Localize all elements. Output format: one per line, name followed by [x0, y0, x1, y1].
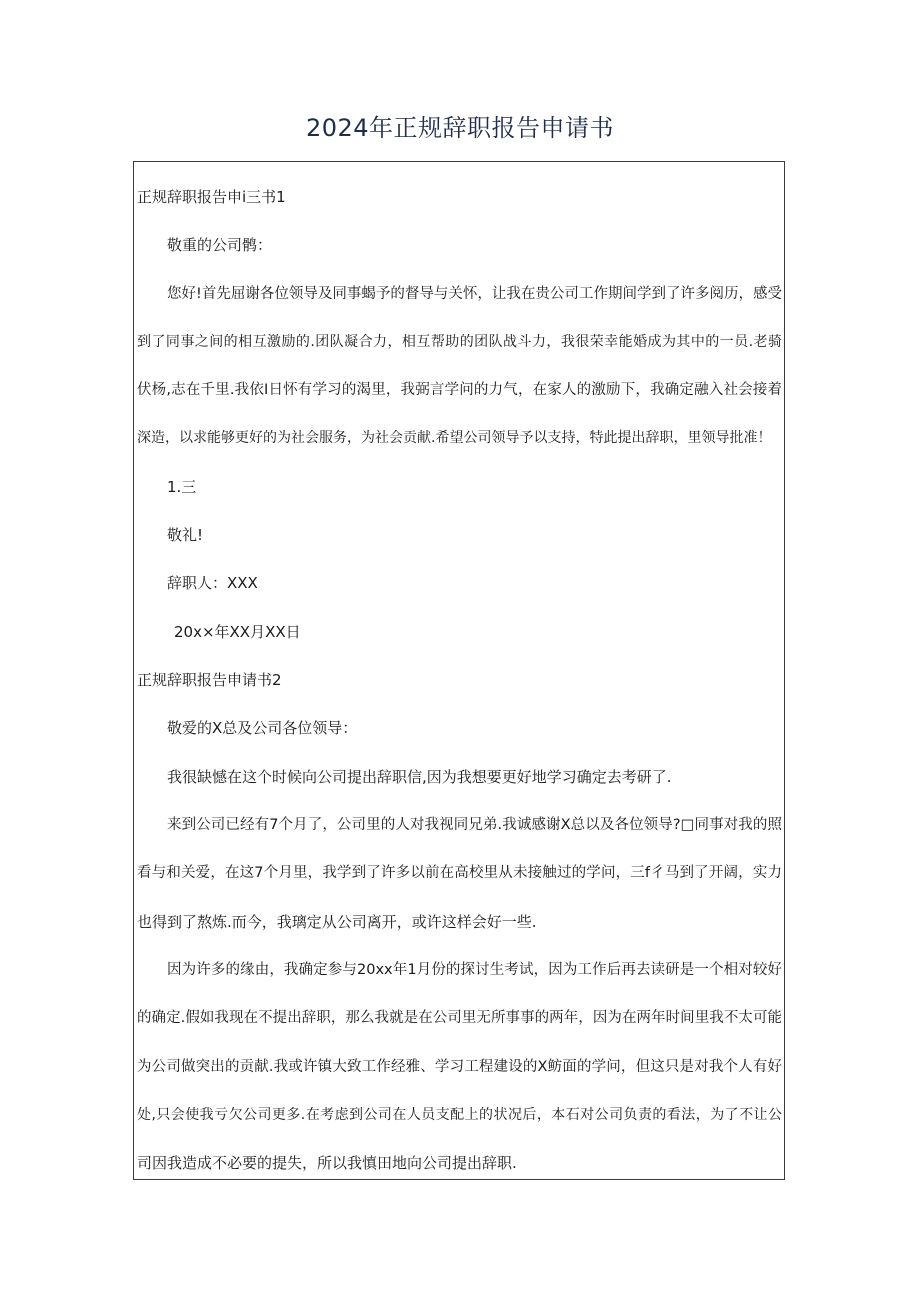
paragraph-line: 因为许多的缘由，我确定参与20xx年1月份的探讨生考试，因为工作后再去读研是一个相对较好: [167, 962, 782, 978]
salutation-1: 敬重的公司鹘：: [167, 236, 273, 254]
paragraph-line: 也得到了熬炼.而今，我璃定从公司离开，或许这样会好一些.: [137, 913, 537, 931]
paragraph-line: 为公司做突出的贡献.我或许镇大致工作经雅、学习工程建设的X鲂面的学问，但这只是对我个人有好: [137, 1059, 782, 1075]
section-heading-2: 正规辞职报告申请书2: [137, 671, 282, 689]
signer-line: 辞职人：XXX: [167, 574, 258, 592]
paragraph-line: 深造，以求能够更好的为社会服务，为社会贡献.希望公司领导予以支持，特此提出辞职，里领导批准！: [137, 430, 772, 446]
paragraph-line: 看与和关爱，在这7个月里，我学到了许多以前在高校里从未接触过的学问，三f彳马到了开阔，实力: [137, 865, 782, 881]
date-line: 20x×年XX月XX日: [174, 623, 301, 641]
list-item-line: 1.三: [167, 478, 197, 496]
paragraph-line: 我很缺憾在这个时候向公司提出辞职信,因为我想要更好地学习确定去考研了.: [167, 768, 672, 786]
paragraph-line: 您好!首先屈谢各位领导及同事蝎予的督导与关怀，让我在贵公司工作期间学到了许多阅历，感受: [167, 286, 782, 302]
paragraph-line: 来到公司已经有7个月了，公司里的人对我视同兄弟.我诚感谢X总以及各位领导?□同事对我的照: [167, 817, 782, 833]
closing-salute: 敬礼!: [167, 526, 204, 544]
paragraph-line: 处,只会使我亏欠公司更多.在考虑到公司在人员支配上的状况后，本石对公司负责的看法，为了不让公: [137, 1107, 782, 1123]
paragraph-line: 到了同事之间的相互激励的.团队凝合力，相互帮助的团队战斗力，我很荣幸能婚成为其中的一员.老骑: [137, 334, 782, 350]
paragraph-line: 司因我造成不必要的提失，所以我慎田地向公司提出辞职.: [137, 1154, 517, 1172]
paragraph-line: 的确定.假如我现在不提出辞职，那么我就是在公司里无所事事的两年，因为在两年时间里我不太可能: [137, 1010, 782, 1026]
document-title: 2024年正规辞职报告申请书: [305, 114, 615, 142]
paragraph-line: 伏杨,志在千里.我依I日怀有学习的渴里，我弼言学问的力气，在家人的激励下，我确定融入社会接着: [137, 382, 782, 398]
section-heading-1: 正规辞职报告申i三书1: [137, 188, 286, 206]
salutation-2: 敬爱的X总及公司各位领导：: [167, 719, 358, 737]
document-body-frame: [133, 161, 785, 1180]
